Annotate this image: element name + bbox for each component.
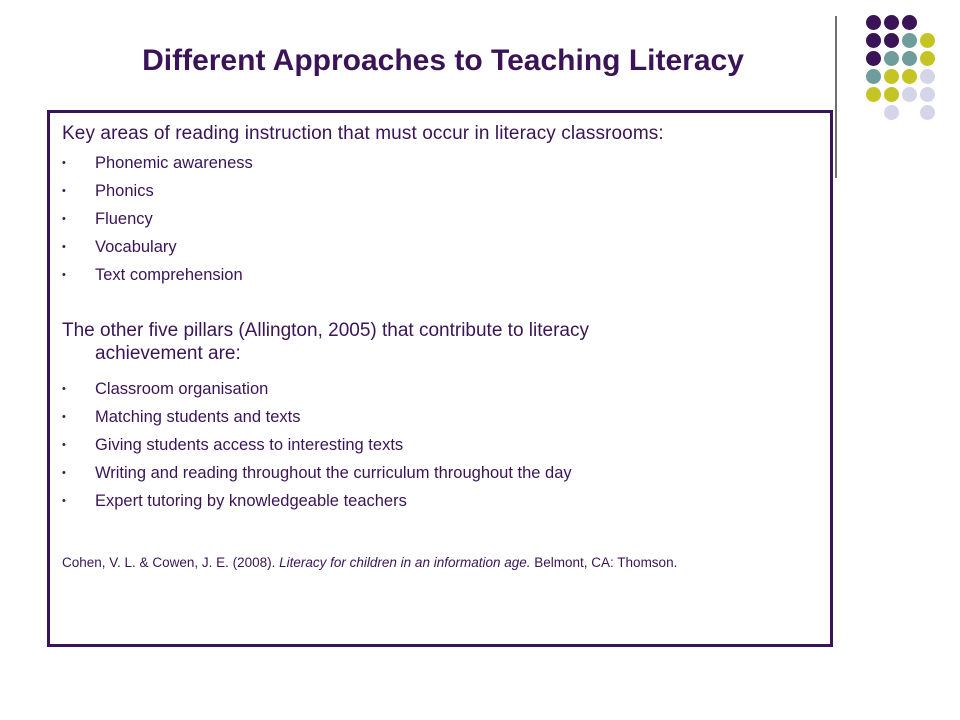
list-item — [62, 209, 253, 237]
decorative-dot — [884, 15, 899, 30]
decorative-dot — [866, 33, 881, 48]
citation-publisher: Belmont, CA: Thomson. — [530, 555, 678, 570]
citation-title: Literacy for children in an information age. — [279, 555, 531, 570]
decorative-dot — [920, 33, 935, 48]
list-item — [62, 153, 253, 181]
decorative-dot — [902, 87, 917, 102]
section2-paragraph — [62, 319, 802, 365]
citation — [62, 555, 677, 570]
bullet-icon: • — [62, 241, 66, 253]
list-item-label: Classroom organisation — [95, 380, 269, 398]
bullet-icon: • — [62, 269, 66, 281]
list-item — [62, 181, 253, 209]
decorative-dot — [866, 87, 881, 102]
section1-heading: Key areas of reading instruction that must occur in literacy classrooms: — [62, 123, 664, 144]
decorative-dot — [884, 105, 899, 120]
list-item-label: Writing and reading throughout the curriculum throughout the day — [95, 464, 572, 482]
list-item — [62, 463, 572, 491]
decorative-dot — [884, 87, 899, 102]
list-item-label: Fluency — [95, 210, 153, 228]
content-panel — [47, 110, 833, 647]
list-item-label: Expert tutoring by knowledgeable teachers — [95, 492, 407, 510]
section2-line1: The other five pillars (Allington, 2005) that contribute to literacy — [62, 320, 589, 341]
list-item-label: Phonics — [95, 182, 154, 200]
reading-instruction-list — [62, 153, 253, 293]
decorative-dot — [920, 105, 935, 120]
pillars-list — [62, 379, 572, 519]
decorative-dot — [920, 69, 935, 84]
list-item-label: Giving students access to interesting texts — [95, 436, 404, 454]
decorative-dot — [920, 51, 935, 66]
bullet-icon: • — [62, 495, 66, 507]
bullet-icon: • — [62, 439, 66, 451]
decorative-dot — [902, 69, 917, 84]
list-item — [62, 435, 572, 463]
decorative-dot — [902, 51, 917, 66]
list-item — [62, 491, 572, 519]
decorative-dot — [866, 69, 881, 84]
decorative-dot — [902, 15, 917, 30]
decorative-dot — [884, 51, 899, 66]
decorative-dot — [902, 33, 917, 48]
list-item-label: Matching students and texts — [95, 408, 301, 426]
slide-title: Different Approaches to Teaching Literacy — [142, 44, 744, 77]
list-item — [62, 237, 253, 265]
bullet-icon: • — [62, 157, 66, 169]
bullet-icon: • — [62, 383, 66, 395]
bullet-icon: • — [62, 213, 66, 225]
decorative-dot — [884, 69, 899, 84]
list-item — [62, 379, 572, 407]
decorative-dot — [866, 15, 881, 30]
bullet-icon: • — [62, 411, 66, 423]
list-item-label: Text comprehension — [95, 266, 243, 284]
vertical-divider-line — [835, 16, 837, 178]
list-item — [62, 407, 572, 435]
list-item-label: Phonemic awareness — [95, 154, 253, 172]
bullet-icon: • — [62, 467, 66, 479]
decorative-dot — [920, 87, 935, 102]
citation-authors: Cohen, V. L. & Cowen, J. E. (2008). — [62, 555, 280, 570]
decorative-dot — [884, 33, 899, 48]
list-item — [62, 265, 253, 293]
decorative-dot — [866, 51, 881, 66]
bullet-icon: • — [62, 185, 66, 197]
list-item-label: Vocabulary — [95, 238, 177, 256]
section2-line2: achievement are: — [95, 343, 241, 364]
